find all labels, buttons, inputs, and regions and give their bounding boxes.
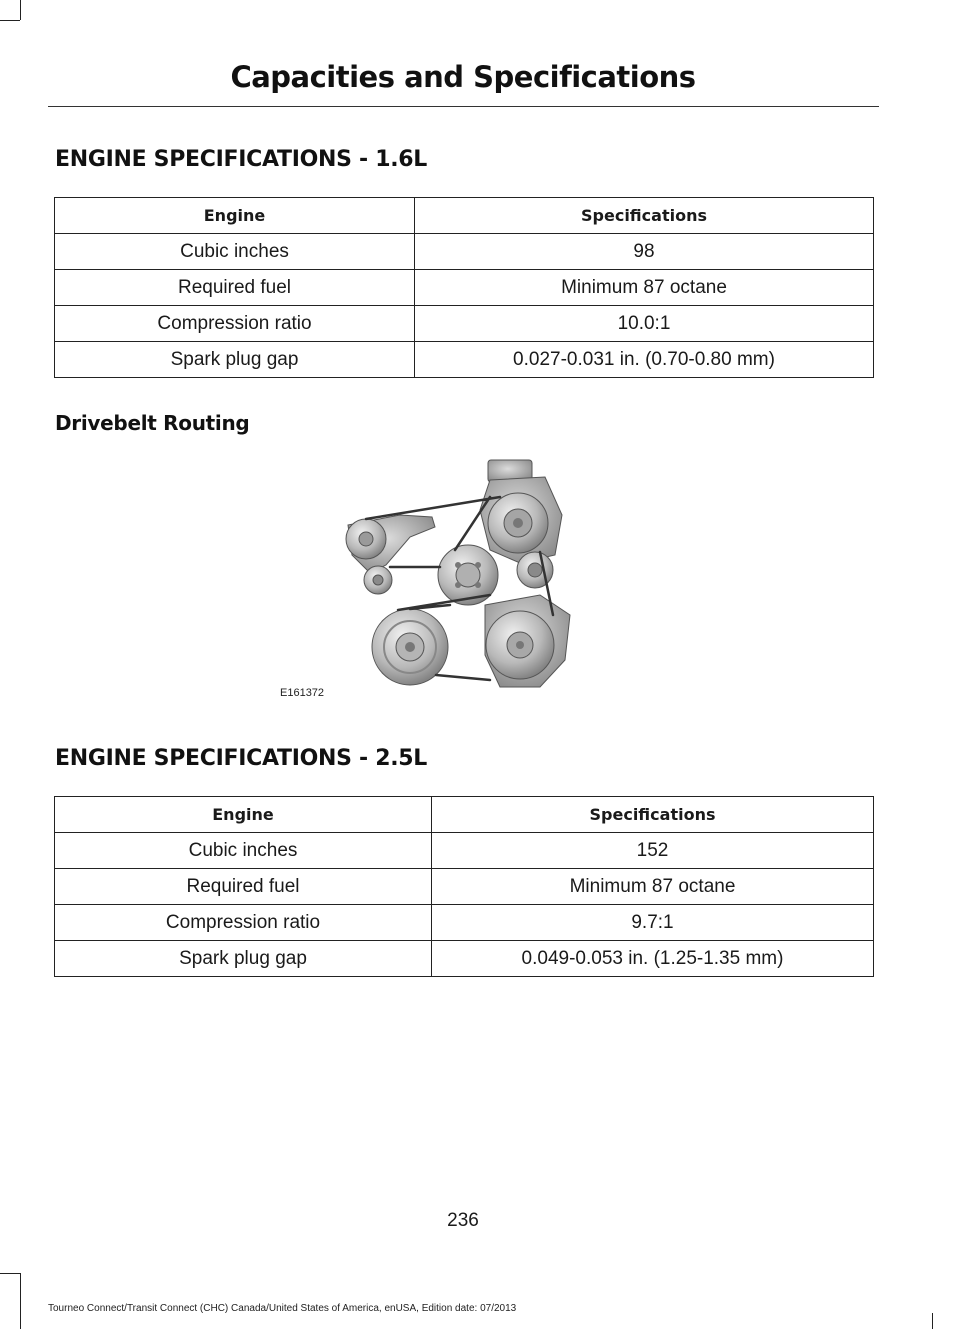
crop-mark bbox=[20, 0, 21, 20]
crop-mark bbox=[20, 1273, 21, 1329]
table-row bbox=[55, 306, 874, 342]
table-cell: Minimum 87 octane bbox=[415, 270, 874, 306]
table-cell: Required fuel bbox=[55, 869, 432, 905]
section-heading-1-6l: ENGINE SPECIFICATIONS - 1.6L bbox=[55, 147, 427, 172]
section-heading-2-5l: ENGINE SPECIFICATIONS - 2.5L bbox=[55, 746, 427, 771]
table-cell: 0.027-0.031 in. (0.70-0.80 mm) bbox=[415, 342, 874, 378]
column-header-specifications: Specifications bbox=[432, 797, 874, 833]
table-row bbox=[55, 905, 874, 941]
table-cell: 9.7:1 bbox=[432, 905, 874, 941]
figure-id: E161372 bbox=[280, 687, 325, 699]
drivebelt-routing-heading: Drivebelt Routing bbox=[55, 411, 250, 435]
column-header-specifications: Specifications bbox=[415, 198, 874, 234]
table-row bbox=[55, 941, 874, 977]
table-cell: 152 bbox=[432, 833, 874, 869]
page-number: 236 bbox=[447, 1210, 479, 1231]
table-cell: Required fuel bbox=[55, 270, 415, 306]
table-cell: Spark plug gap bbox=[55, 941, 432, 977]
drivebelt-routing-diagram bbox=[340, 455, 580, 700]
table-row bbox=[55, 342, 874, 378]
table-cell: Compression ratio bbox=[55, 905, 432, 941]
table-cell: Cubic inches bbox=[55, 833, 432, 869]
table-header-row bbox=[55, 198, 874, 234]
table-cell: Minimum 87 octane bbox=[432, 869, 874, 905]
table-cell: 98 bbox=[415, 234, 874, 270]
table-cell: 10.0:1 bbox=[415, 306, 874, 342]
table-cell: Spark plug gap bbox=[55, 342, 415, 378]
table-header-row bbox=[55, 797, 874, 833]
table-row bbox=[55, 270, 874, 306]
table-cell: Cubic inches bbox=[55, 234, 415, 270]
column-header-engine: Engine bbox=[55, 797, 432, 833]
spec-table-2-5l bbox=[54, 796, 874, 977]
footer-text: Tourneo Connect/Transit Connect (CHC) Canada/United States of America, enUSA, Edition date: 07/2013 bbox=[48, 1303, 517, 1314]
table-cell: 0.049-0.053 in. (1.25-1.35 mm) bbox=[432, 941, 874, 977]
title-divider bbox=[48, 106, 879, 107]
crop-mark bbox=[0, 20, 20, 21]
table-row bbox=[55, 234, 874, 270]
crop-mark bbox=[932, 1313, 933, 1329]
page-title: Capacities and Specifications bbox=[230, 60, 696, 94]
spec-table-1-6l bbox=[54, 197, 874, 378]
table-cell: Compression ratio bbox=[55, 306, 415, 342]
column-header-engine: Engine bbox=[55, 198, 415, 234]
crop-mark bbox=[0, 1273, 20, 1274]
table-row bbox=[55, 833, 874, 869]
table-row bbox=[55, 869, 874, 905]
